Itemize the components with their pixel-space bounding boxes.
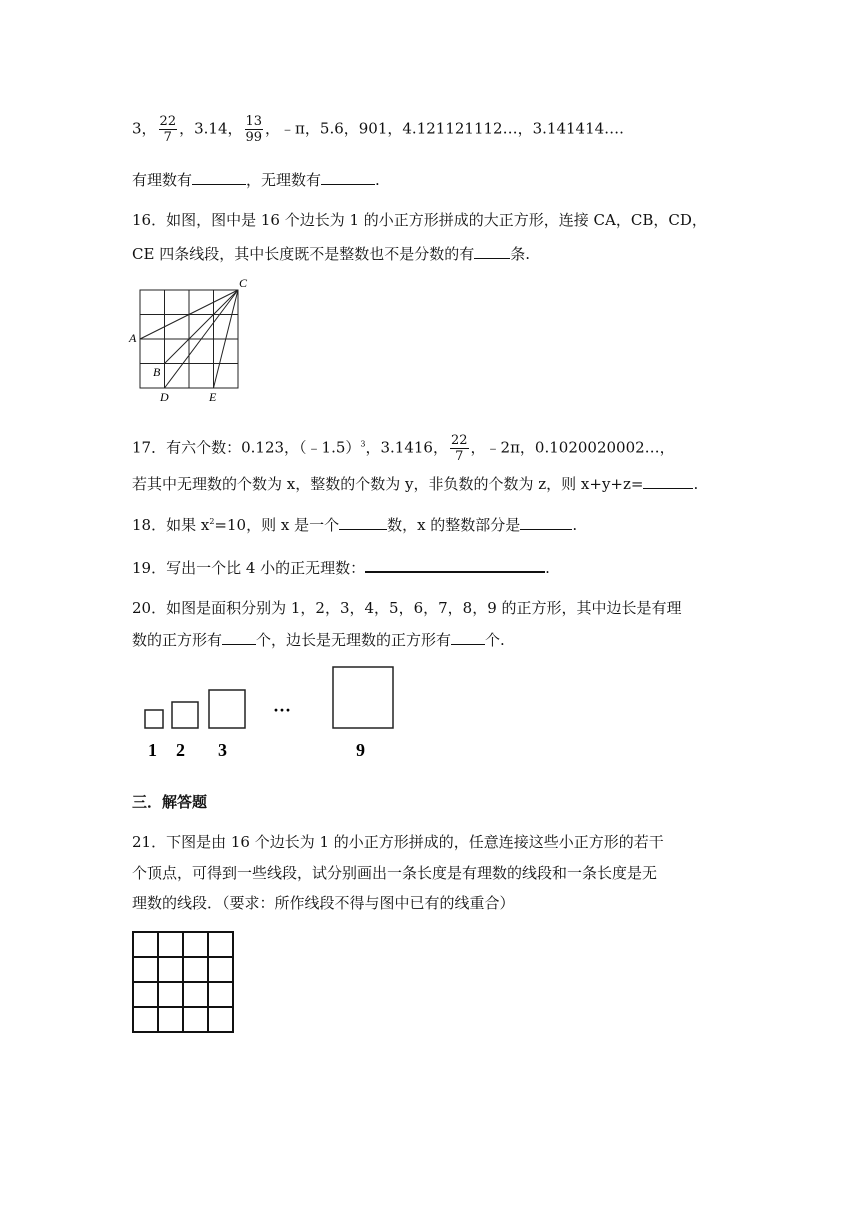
answer-blank[interactable] — [451, 628, 485, 645]
fraction-22-7 — [159, 114, 178, 145]
q19-text: 19．写出一个比 4 小的正无理数： — [132, 559, 366, 577]
q15-text-3: ，﹣π，5.6，901，4.121121112…，3.141414…. — [265, 119, 624, 138]
q15-end: . — [375, 171, 380, 189]
q17-line2 — [132, 472, 698, 495]
fraction-numerator: 13 — [245, 114, 263, 129]
q17-text-1: 17．有六个数：0.123，（﹣1.5） — [132, 438, 361, 457]
section-heading: 三．解答题 — [132, 793, 208, 811]
q20-line2 — [132, 628, 505, 651]
q21-line1: 21．下图是由 16 个边长为 1 的小正方形拼成的，任意连接这些小正方形的若干 — [132, 833, 664, 851]
q18-line — [132, 511, 577, 536]
q18-text-3: 数，x 的整数部分是 — [387, 516, 521, 534]
square-area-3 — [209, 690, 245, 728]
answer-blank[interactable] — [520, 513, 572, 530]
answer-blank[interactable] — [339, 513, 387, 530]
fraction-denominator: 7 — [163, 130, 172, 145]
q17-end: . — [693, 475, 699, 493]
fraction-numerator: 22 — [450, 433, 468, 448]
exponent: 2 — [209, 517, 215, 526]
fraction-numerator: 22 — [159, 114, 177, 129]
q20-end: 个. — [485, 631, 505, 649]
q15-answer-label-rational: 有理数有 — [132, 171, 193, 189]
square-label-2: 2 — [176, 740, 185, 760]
fraction-22-7 — [450, 433, 469, 464]
label-c: C — [239, 276, 248, 290]
ellipsis: ··· — [273, 700, 292, 720]
q16-grid-figure — [126, 276, 256, 406]
q15-text-2: ，3.14， — [179, 119, 243, 138]
answer-blank[interactable] — [365, 555, 545, 573]
q20-text-2: 个，边长是无理数的正方形有 — [256, 631, 452, 649]
label-d: D — [160, 390, 169, 404]
fraction-denominator: 99 — [245, 130, 263, 145]
square-area-9 — [333, 667, 393, 728]
square-label-3: 3 — [218, 740, 227, 760]
answer-blank[interactable] — [643, 472, 693, 489]
q17-text-4: 若其中无理数的个数为 x，整数的个数为 y，非负数的个数为 z，则 x+y+z= — [132, 475, 644, 493]
q15-answer-line — [132, 168, 380, 191]
q20-line1: 20．如图是面积分别为 1，2，3，4，5，6，7，8，9 的正方形，其中边长是有理 — [132, 599, 682, 617]
answer-blank[interactable] — [474, 242, 510, 259]
fraction-denominator: 7 — [455, 449, 464, 464]
q15-text-1: 3， — [132, 119, 157, 138]
exponent: 3 — [360, 439, 366, 449]
q16-line2 — [132, 242, 530, 265]
q18-end: . — [572, 516, 578, 534]
square-label-9: 9 — [356, 740, 365, 760]
label-b: B — [153, 365, 161, 379]
q17-line1 — [132, 433, 675, 464]
square-area-2 — [172, 702, 198, 728]
q20-text-1: 数的正方形有 — [132, 631, 223, 649]
answer-blank[interactable] — [222, 628, 256, 645]
q15-answer-label-irrational: ，无理数有 — [246, 171, 322, 189]
q21-grid-figure — [130, 929, 236, 1035]
q19-end: . — [545, 559, 550, 577]
square-label-1: 1 — [148, 740, 157, 760]
q16-text: CE 四条线段，其中长度既不是整数也不是分数的有 — [132, 245, 475, 263]
answer-blank[interactable] — [192, 168, 246, 185]
square-area-1 — [145, 710, 163, 728]
q21-line2: 个顶点，可得到一些线段，试分别画出一条长度是有理数的线段和一条长度是无 — [132, 864, 658, 882]
label-e: E — [209, 390, 217, 404]
label-a: A — [129, 331, 137, 345]
segment-cb — [165, 290, 239, 364]
q16-end: 条. — [510, 245, 530, 263]
q20-squares-figure — [140, 660, 410, 765]
q18-text-1: 18．如果 x — [132, 516, 210, 534]
q18-text-2: =10，则 x 是一个 — [214, 516, 340, 534]
q17-text-2: ，3.1416， — [365, 438, 448, 457]
q15-numbers-line — [132, 114, 624, 145]
q16-line1: 16．如图，图中是 16 个边长为 1 的小正方形拼成的大正方形，连接 CA，CB，CD， — [132, 211, 707, 229]
fraction-13-99 — [245, 114, 264, 145]
q19-line — [132, 555, 550, 579]
q21-line3: 理数的线段．（要求：所作线段不得与图中已有的线重合） — [132, 894, 515, 912]
answer-blank[interactable] — [321, 168, 375, 185]
q17-text-3: ，﹣2π，0.1020020002…， — [470, 438, 675, 457]
